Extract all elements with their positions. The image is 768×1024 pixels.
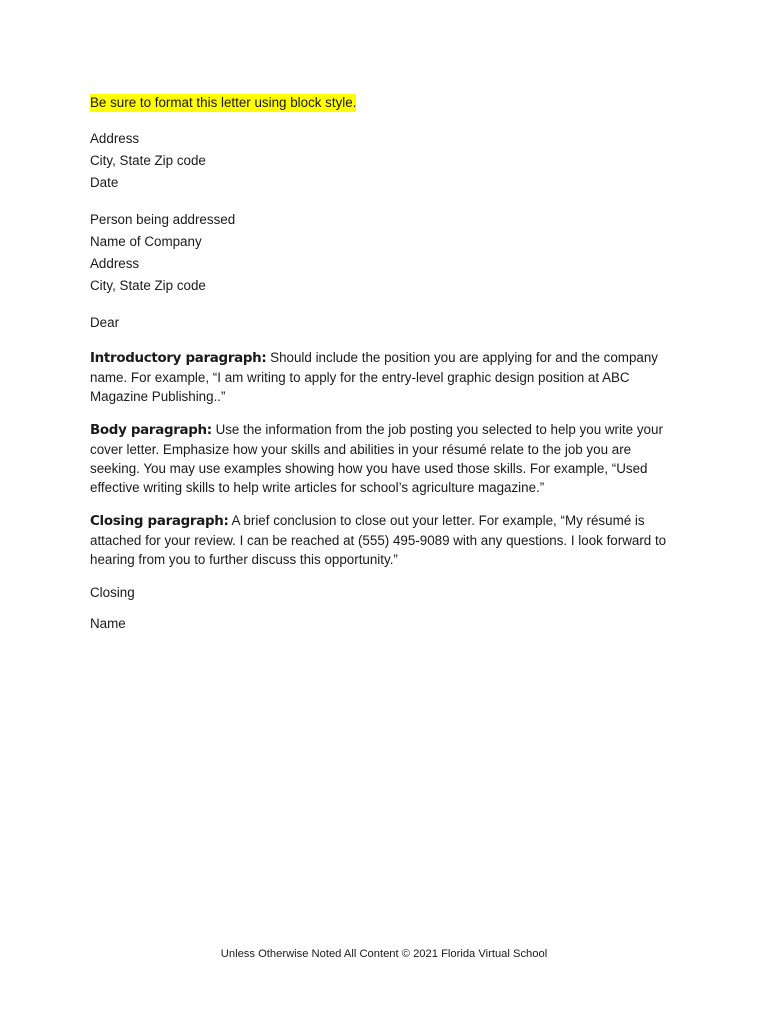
paragraph-lead: Body paragraph:: [90, 423, 212, 438]
sender-block: [90, 128, 680, 194]
introductory-paragraph: [90, 348, 680, 406]
letter-closing: Closing: [90, 585, 135, 600]
closing-paragraph: [90, 511, 680, 569]
format-instruction: [90, 93, 680, 112]
page-footer: Unless Otherwise Noted All Content © 2021 Florida Virtual School: [220, 948, 548, 960]
paragraph-text: A brief conclusion to close out your letter. For example, “My résumé is attached for your review. I can be reached at (555) 495-9089 with any questions. I look forward to hearing from you to further discuss this opportunity.”: [90, 513, 667, 567]
letter-date: Date: [90, 175, 119, 190]
paragraph-text: Use the information from the job posting you selected to help you write your cover letter. Emphasize how your skills and abilities in your résumé relate to the job you are seeking. You may use examples showing how you have used those skills. For example, “Used effective writing skills to help write articles for school’s agriculture magazine.”: [90, 422, 663, 495]
signer-name: Name: [90, 616, 126, 631]
salutation: Dear: [90, 315, 120, 330]
recipient-address: Address: [90, 256, 140, 271]
recipient-person: Person being addressed: [90, 212, 236, 227]
sender-city-state-zip: City, State Zip code: [90, 153, 206, 168]
recipient-company: Name of Company: [90, 234, 202, 249]
recipient-block: [90, 209, 680, 297]
recipient-city-state-zip: City, State Zip code: [90, 278, 206, 293]
paragraph-lead: Closing paragraph:: [90, 514, 229, 529]
body-paragraph: [90, 420, 680, 497]
letter-template: [90, 93, 680, 633]
paragraph-lead: Introductory paragraph:: [90, 351, 267, 366]
paragraph-text: Should include the position you are applying for and the company name. For example, “I am writing to apply for the entry-level graphic design position at ABC Magazine Publishing..”: [90, 350, 659, 404]
highlighted-instruction: Be sure to format this letter using block style.: [90, 95, 357, 110]
sender-address: Address: [90, 131, 140, 146]
